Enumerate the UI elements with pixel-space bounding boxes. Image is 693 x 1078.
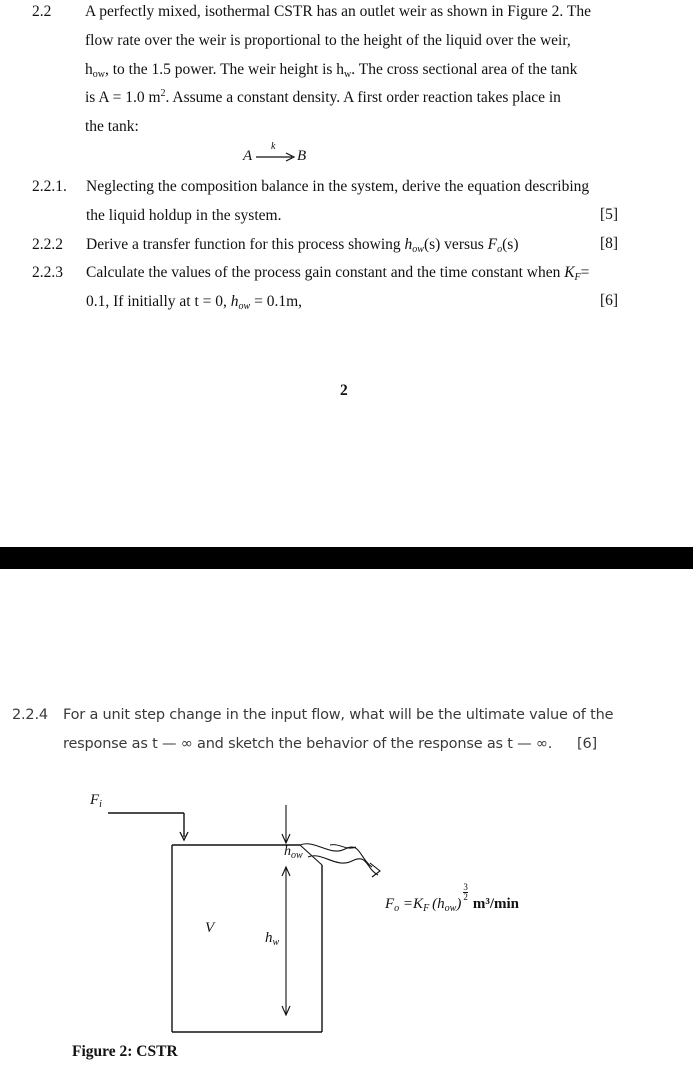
q22-line-1: A perfectly mixed, isothermal CSTR has an outlet weir as shown in Figure 2. The (85, 3, 591, 20)
h-ow-symbol: $h_{ow}$ (230, 293, 251, 312)
page-separator (0, 547, 693, 569)
q223-marks: [6] (600, 292, 619, 309)
q223-line-2: 0.1, If initially at t = 0, $h_{ow} = 0.1m$, (86, 293, 303, 312)
volume-label: V (205, 920, 215, 936)
figure-caption: Figure 2: CSTR (72, 1043, 178, 1060)
q221-line-1: Neglecting the composition balance in the system, derive the equation describing (86, 178, 590, 195)
outlet-flow-equation: $F_o =K_F$ $(h_{ow})$ $\frac{3}{2}$ m³/min (385, 882, 520, 914)
h-w-symbol: $h_w$ (336, 61, 352, 80)
flow-units: m³/min (472, 896, 520, 912)
reaction-equation (243, 141, 323, 168)
h-ow-symbol: $h_{ow}$ (404, 236, 424, 255)
q22-line-2: flow rate over the weir is proportional to the height of the liquid over the weir, (85, 32, 571, 49)
q222-marks: [8] (600, 235, 619, 252)
eq-k-sub: F (423, 903, 430, 914)
exponent-fraction: $\frac{3}{2}$ (463, 882, 468, 902)
q22-line-4: is A = 1.0 $m^2$. Assume a constant density. A first order reaction takes place in (85, 88, 561, 106)
f-o-symbol: $F_o$ (487, 236, 503, 255)
question-number-2-2-2: 2.2.2 (32, 236, 63, 253)
k-f-symbol: $K_F$ (564, 264, 581, 283)
q221-line-2: the liquid holdup in the system. (86, 207, 282, 224)
q224-line-1: For a unit step change in the input flow, what will be the ultimate value of the (63, 707, 614, 723)
overflow-stream-3 (330, 845, 356, 848)
rate-constant-k: k (271, 141, 276, 152)
question-number-2-2-4: 2.2.4 (12, 707, 48, 723)
h-ow-symbol: $h_{ow}$ (85, 61, 105, 80)
question-number-2-2: 2.2 (32, 3, 52, 20)
page-number: 2 (340, 382, 348, 399)
overflow-stream-2 (308, 856, 378, 875)
inlet-flow-label: $F_i$ (90, 792, 102, 810)
question-number-2-2-1: 2.2.1. (32, 178, 67, 195)
q224-marks: [6] (577, 736, 597, 752)
q221-marks: [5] (600, 206, 619, 223)
q22-line-5: the tank: (85, 118, 139, 135)
overflow-height-label: $h_{ow}$ (284, 844, 303, 861)
weir-crest (300, 845, 322, 865)
q224-line-2: response as t — ∞ and sketch the behavior of the response as t — ∞. (63, 736, 553, 752)
reactant-a: A (243, 148, 253, 164)
q222-line: Derive a transfer function for this process showing $h_{ow}(s)$ versus $F_o(s)$ (86, 236, 519, 255)
question-number-2-2-3: 2.2.3 (32, 264, 63, 281)
weir-height-label: $h_w$ (265, 930, 280, 948)
q223-line-1: Calculate the values of the process gain constant and the time constant when $K_F=$ (86, 264, 590, 283)
product-b: B (297, 148, 307, 164)
q22-line-3: $h_{ow}$, to the 1.5 power. The weir height is $h_w$. The cross sectional area of the tank (85, 61, 578, 80)
eq-f-o: $F_o$ (385, 896, 400, 914)
cstr-diagram (0, 785, 693, 1055)
